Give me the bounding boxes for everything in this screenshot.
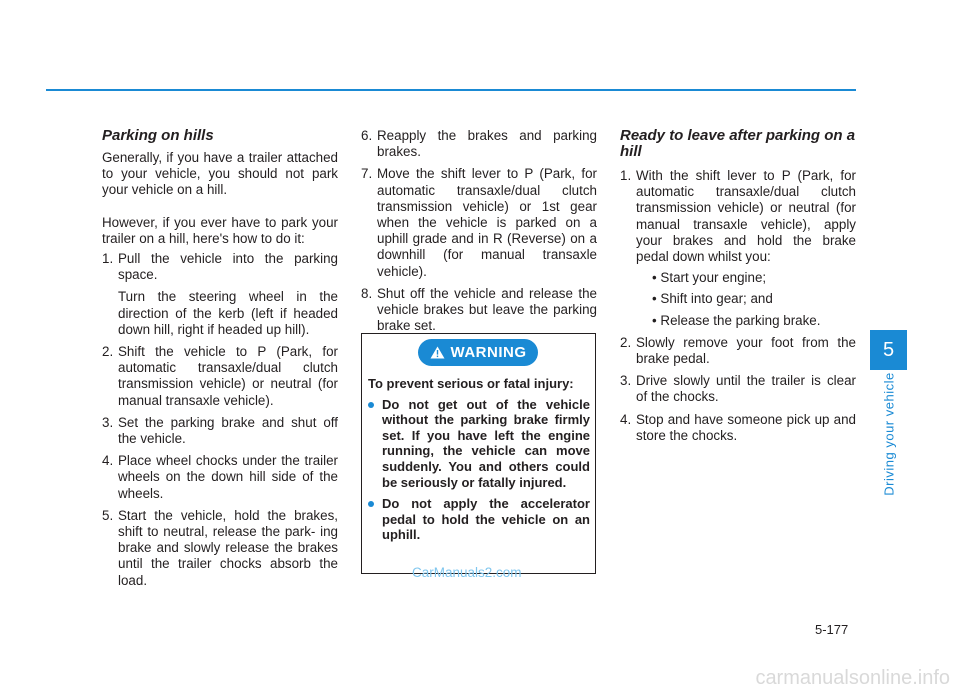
list-item	[361, 166, 597, 279]
step-text: Shut off the vehicle and release the vehicle brakes but leave the parking brake set.	[377, 285, 597, 334]
list-item	[102, 251, 338, 338]
list-item: • Start your engine;	[636, 270, 856, 286]
list-item	[620, 335, 856, 367]
step-text: With the shift lever to P (Park, for automatic transaxle/dual clutch transmission vehicle) or neutral (for manual transaxle vehicle), apply your brakes and hold the brake pedal down whilst you:	[636, 168, 856, 265]
step-number: 2.	[102, 344, 114, 360]
step-text: Slowly remove your foot from the brake pedal.	[636, 334, 856, 367]
list-item	[620, 373, 856, 405]
page-number: 5-177	[815, 622, 849, 637]
step-number: 8.	[361, 285, 373, 301]
warning-header	[362, 334, 595, 372]
parking-steps-list	[102, 251, 338, 589]
step-number: 7.	[361, 166, 373, 182]
warning-label: WARNING	[450, 344, 527, 361]
section-heading-parking-on-hills: Parking on hills	[102, 127, 214, 144]
middle-column	[361, 128, 597, 340]
watermark-link[interactable]: CarManuals2.com	[412, 565, 522, 580]
header-rule	[46, 89, 856, 91]
step-text: Shift the vehicle to P (Park, for automatic transaxle/dual clutch transmission vehicle) or neutral (for manual transaxle vehicle).	[118, 344, 338, 408]
step-number: 6.	[361, 128, 373, 143]
warning-bullet-text: Do not get out of the vehicle without the parking brake firmly set. If you have left the engine running, the vehicle can move suddenly. You and others could be seriously or fatally injured.	[382, 396, 590, 490]
parking-steps-list-continued	[361, 128, 597, 334]
list-item	[361, 128, 597, 160]
step-bullet-list	[636, 270, 856, 329]
chapter-title: Driving your vehicle	[881, 372, 897, 496]
step-number: 3.	[620, 373, 632, 389]
warning-badge	[418, 339, 538, 366]
list-item	[368, 496, 590, 543]
list-item	[620, 412, 856, 444]
list-item	[361, 286, 597, 335]
warning-box	[361, 333, 596, 574]
list-item	[368, 397, 590, 491]
left-column	[102, 128, 338, 595]
step-text: Start the vehicle, hold the brakes, shift to neutral, release the park- ing brake and slowly release the brakes until the trailer chocks absorb the load.	[118, 507, 338, 588]
step-number: 1.	[102, 251, 114, 267]
section-heading-ready-to-leave: Ready to leave after parking on a hill	[620, 127, 856, 160]
bullet-dot-icon	[368, 501, 374, 507]
list-item: • Release the parking brake.	[636, 313, 856, 329]
warning-bullet-text: Do not apply the accelerator pedal to hold the vehicle on an uphill.	[382, 496, 590, 543]
right-column	[620, 128, 856, 450]
step-text: Place wheel chocks under the trailer wheels on the down hill side of the wheels.	[118, 453, 338, 501]
step-text: Reapply the brakes and parking brakes.	[377, 128, 597, 160]
step-number: 4.	[102, 453, 114, 469]
step-text: Pull the vehicle into the parking space.	[118, 251, 338, 283]
ready-steps-list	[620, 168, 856, 444]
step-text: Move the shift lever to P (Park, for automatic transaxle/dual clutch transmission vehicle) or 1st gear when the vehicle is parked on a uphill grade and in R (Reverse) on a downhill (for manual transaxle vehicle).	[377, 166, 597, 279]
step-text: Set the parking brake and shut off the vehicle.	[118, 414, 338, 447]
step-number: 1.	[620, 168, 632, 183]
step-text: Stop and have someone pick up and store the chocks.	[636, 411, 856, 443]
site-footer-watermark: carmanualsonline.info	[755, 667, 950, 689]
step-subtext: Turn the steering wheel in the direction of the kerb (left if headed down hill, right if headed up hill).	[118, 289, 338, 337]
intro-paragraph: However, if you ever have to park your trailer on a hill, here's how to do it:	[102, 214, 338, 246]
list-item	[102, 344, 338, 409]
list-item: • Shift into gear; and	[636, 291, 856, 307]
warning-body	[368, 376, 590, 549]
list-item	[102, 453, 338, 502]
bullet-dot-icon	[368, 402, 374, 408]
list-item	[620, 168, 856, 329]
step-number: 5.	[102, 507, 114, 523]
intro-paragraph: Generally, if you have a trailer attached to your vehicle, you should not park your vehicle on a hill.	[102, 150, 338, 198]
list-item	[102, 508, 338, 589]
warning-bullet-list	[368, 397, 590, 543]
list-item	[102, 415, 338, 447]
step-text: Drive slowly until the trailer is clear of the chocks.	[636, 373, 856, 405]
step-number: 3.	[102, 414, 114, 430]
step-number: 4.	[620, 411, 632, 427]
warning-intro: To prevent serious or fatal injury:	[368, 376, 574, 391]
warning-triangle-icon	[430, 346, 445, 359]
step-number: 2.	[620, 334, 632, 350]
chapter-tab: 5	[870, 330, 907, 370]
